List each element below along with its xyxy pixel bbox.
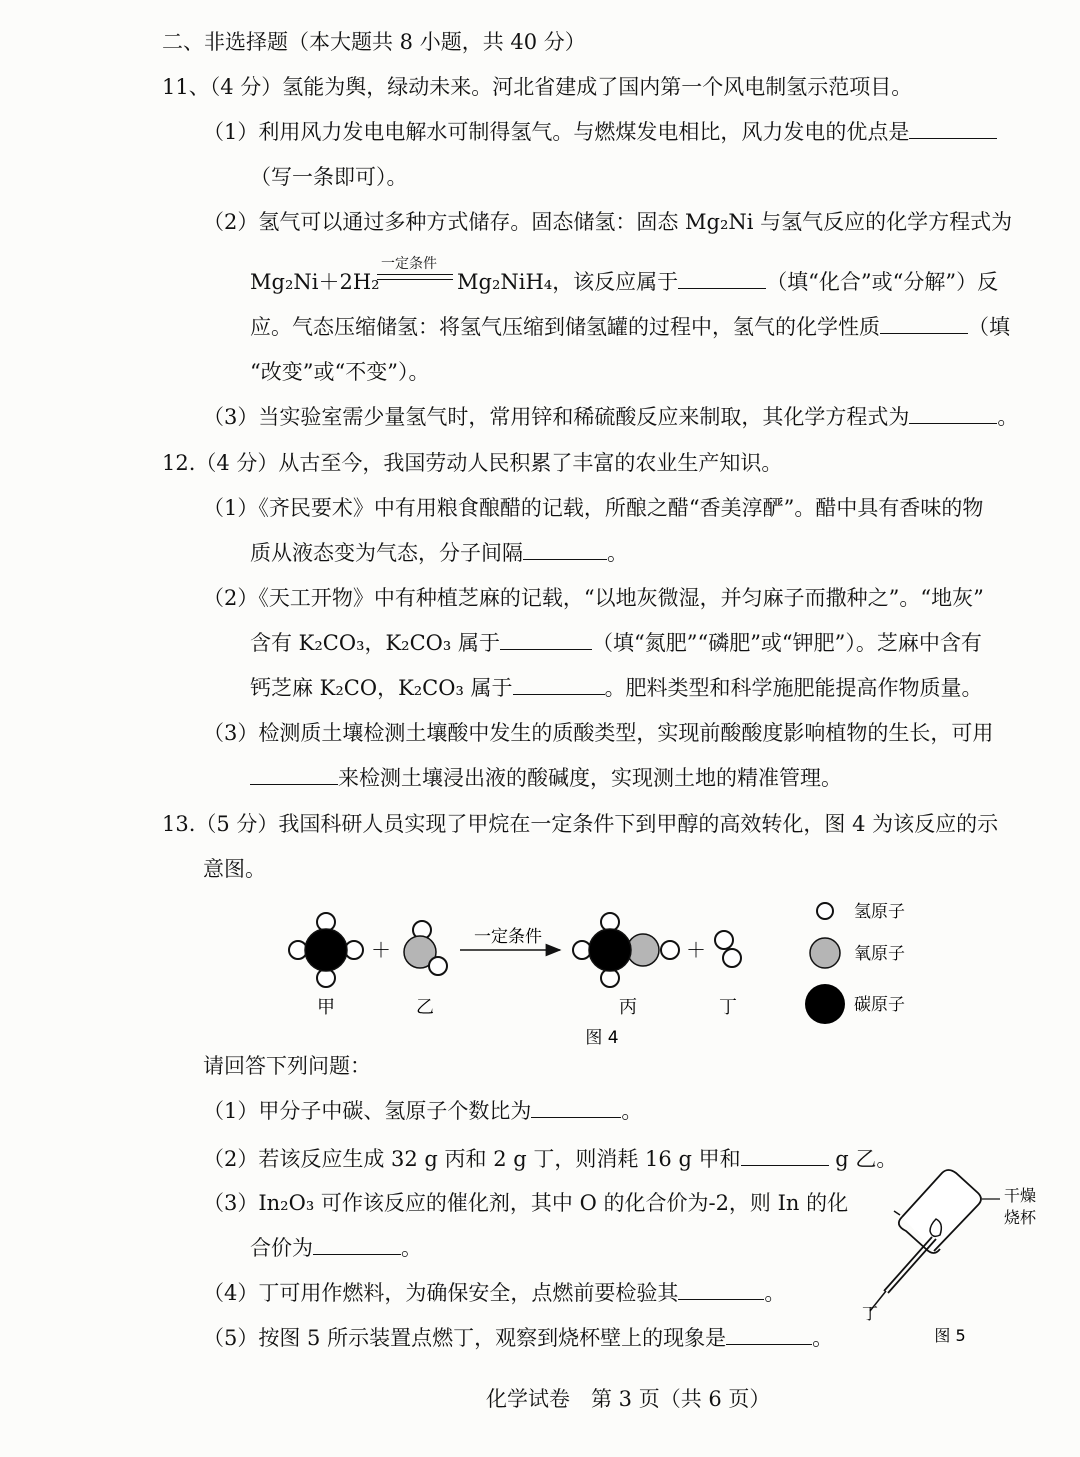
q11-stem: 11、（4 分）氢能为舆，绿动未来。河北省建成了国内第一个风电制氢示范项目。 — [162, 75, 913, 99]
q11-equation-bar-2 — [377, 279, 453, 280]
q11-equation-right: Mg₂NiH₄，该反应属于 （填“化合”或“分解”）反 — [457, 270, 999, 294]
methane-molecule — [289, 913, 363, 987]
q11-part2-line3: 应。气态压缩储氢：将氢气压缩到储氢罐的过程中，氢气的化学性质 （填 — [250, 315, 1010, 339]
q12-part2-blank-2[interactable] — [513, 674, 605, 695]
q12-part2-line2: 含有 K₂CO₃，K₂CO₃ 属于 （填“氮肥”“磷肥”或“钾肥”）。芝麻中含有 — [250, 631, 982, 655]
q11-part2-blank-1[interactable] — [678, 268, 766, 289]
q13-part2-text: （2）若该反应生成 32 g 丙和 2 g 丁，则消耗 16 g 甲和 g 乙。 — [203, 1147, 898, 1171]
q11-part1-blank[interactable] — [909, 118, 997, 139]
q11-part3-text: （3）当实验室需少量氢气时，常用锌和稀硫酸反应来制取，其化学方程式为 。 — [203, 405, 1019, 429]
q11-part2-blank-2[interactable] — [880, 313, 968, 334]
beaker-label-line1: 干燥 — [1003, 1186, 1037, 1205]
q11-part1-text: （1）利用风力发电电解水可制得氢气。与燃煤发电相比，风力发电的优点是 — [203, 118, 997, 146]
legend-oxygen-label: 氧原子 — [854, 944, 905, 964]
q13-part3-blank[interactable] — [313, 1234, 401, 1255]
q11-part2-text: （2）氢气可以通过多种方式储存。固态储氢：固态 Mg₂Ni 与氢气反应的化学方程式为 — [203, 210, 1013, 234]
q12-stem: 12.（4 分）从古至今，我国劳动人民积累了丰富的农业生产知识。 — [162, 451, 783, 475]
q11-part1-note: （写一条即可）。 — [250, 165, 408, 189]
q12-part1-blank[interactable] — [523, 539, 607, 560]
label-bing: 丙 — [619, 997, 637, 1018]
q13-part4-blank[interactable] — [678, 1279, 764, 1300]
figure4-plus-1: ＋ — [371, 938, 391, 962]
figure4-caption: 图 4 — [585, 1028, 619, 1048]
dry-beaker — [894, 1170, 981, 1253]
q13-part2-blank[interactable] — [741, 1145, 829, 1166]
q12-part2-blank-1[interactable] — [500, 629, 592, 650]
q11-part3-blank[interactable] — [909, 403, 997, 424]
hydrogen-molecule — [715, 931, 741, 967]
hydrogen-peroxide-molecule — [404, 921, 447, 975]
q12-part2-text: （2）《天工开物》中有种植芝麻的记载，“以地灰微湿，并匀麻子而撒种之”。“地灰” — [203, 586, 984, 610]
legend-carbon-swatch — [805, 984, 845, 1024]
q11-equation-bar-1 — [377, 274, 453, 275]
methanol-molecule — [573, 913, 679, 987]
figure-5-apparatus — [850, 1165, 1050, 1355]
q13-part1-blank[interactable] — [531, 1097, 621, 1118]
q13-part1-text: （1）甲分子中碳、氢原子个数比为 。 — [203, 1099, 643, 1123]
q13-stem: 13.（5 分）我国科研人员实现了甲烷在一定条件下到甲醇的高效转化，图 4 为该反应的示 — [162, 812, 999, 836]
q13-stem-line2: 意图。 — [203, 857, 266, 881]
q11-part2-line4: “改变”或“不变”）。 — [250, 360, 430, 384]
legend-carbon-label: 碳原子 — [854, 995, 905, 1015]
q11-equation-left: Mg₂Ni＋2H₂ — [250, 270, 380, 294]
figure4-condition: 一定条件 — [474, 927, 542, 947]
q13-part4-text: （4）丁可用作燃料，为确保安全，点燃前要检验其 。 — [203, 1281, 786, 1305]
q12-part3-line2: 来检测土壤浸出液的酸碱度，实现测土地的精准管理。 — [250, 764, 842, 792]
q13-part5-blank[interactable] — [726, 1324, 812, 1345]
q13-prompt: 请回答下列问题： — [203, 1054, 371, 1078]
legend-oxygen-swatch — [810, 938, 840, 968]
label-ding: 丁 — [719, 997, 737, 1018]
q12-part2-line3: 钙芝麻 K₂CO，K₂CO₃ 属于 。肥料类型和科学施肥能提高作物质量。 — [250, 676, 983, 700]
legend-hydrogen-swatch — [817, 903, 833, 919]
q12-part3-blank[interactable] — [250, 764, 338, 785]
q12-part1-line2: 质从液态变为气态，分子间隔 。 — [250, 541, 628, 565]
label-yi: 乙 — [416, 997, 434, 1018]
q13-part5-text: （5）按图 5 所示装置点燃丁，观察到烧杯壁上的现象是 。 — [203, 1326, 834, 1350]
beaker-label-line2: 烧杯 — [1003, 1208, 1037, 1227]
section-title: 二、非选择题（本大题共 8 小题，共 40 分） — [162, 30, 586, 54]
gas-label: 丁 — [861, 1304, 879, 1323]
figure5-caption: 图 5 — [934, 1326, 966, 1345]
q12-part3-text: （3）检测质土壤检测土壤酸中发生的质酸类型，实现前酸酸度影响植物的生长，可用 — [203, 721, 994, 745]
q13-part3-text: （3）In₂O₃ 可作该反应的催化剂，其中 O 的化合价为-2，则 In 的化 — [203, 1191, 849, 1215]
figure-4-diagram — [270, 890, 940, 1060]
legend-hydrogen-label: 氢原子 — [854, 902, 905, 922]
q12-part1-text: （1）《齐民要术》中有用粮食酿醋的记载，所酿之醋“香美淳酽”。醋中具有香味的物 — [203, 496, 984, 520]
q13-part3-line2: 合价为 。 — [250, 1236, 422, 1260]
figure4-plus-2: ＋ — [686, 938, 706, 962]
label-jia: 甲 — [317, 997, 335, 1018]
page-footer: 化学试卷 第 3 页（共 6 页） — [486, 1387, 771, 1411]
q11-equation-condition: 一定条件 — [381, 256, 437, 272]
